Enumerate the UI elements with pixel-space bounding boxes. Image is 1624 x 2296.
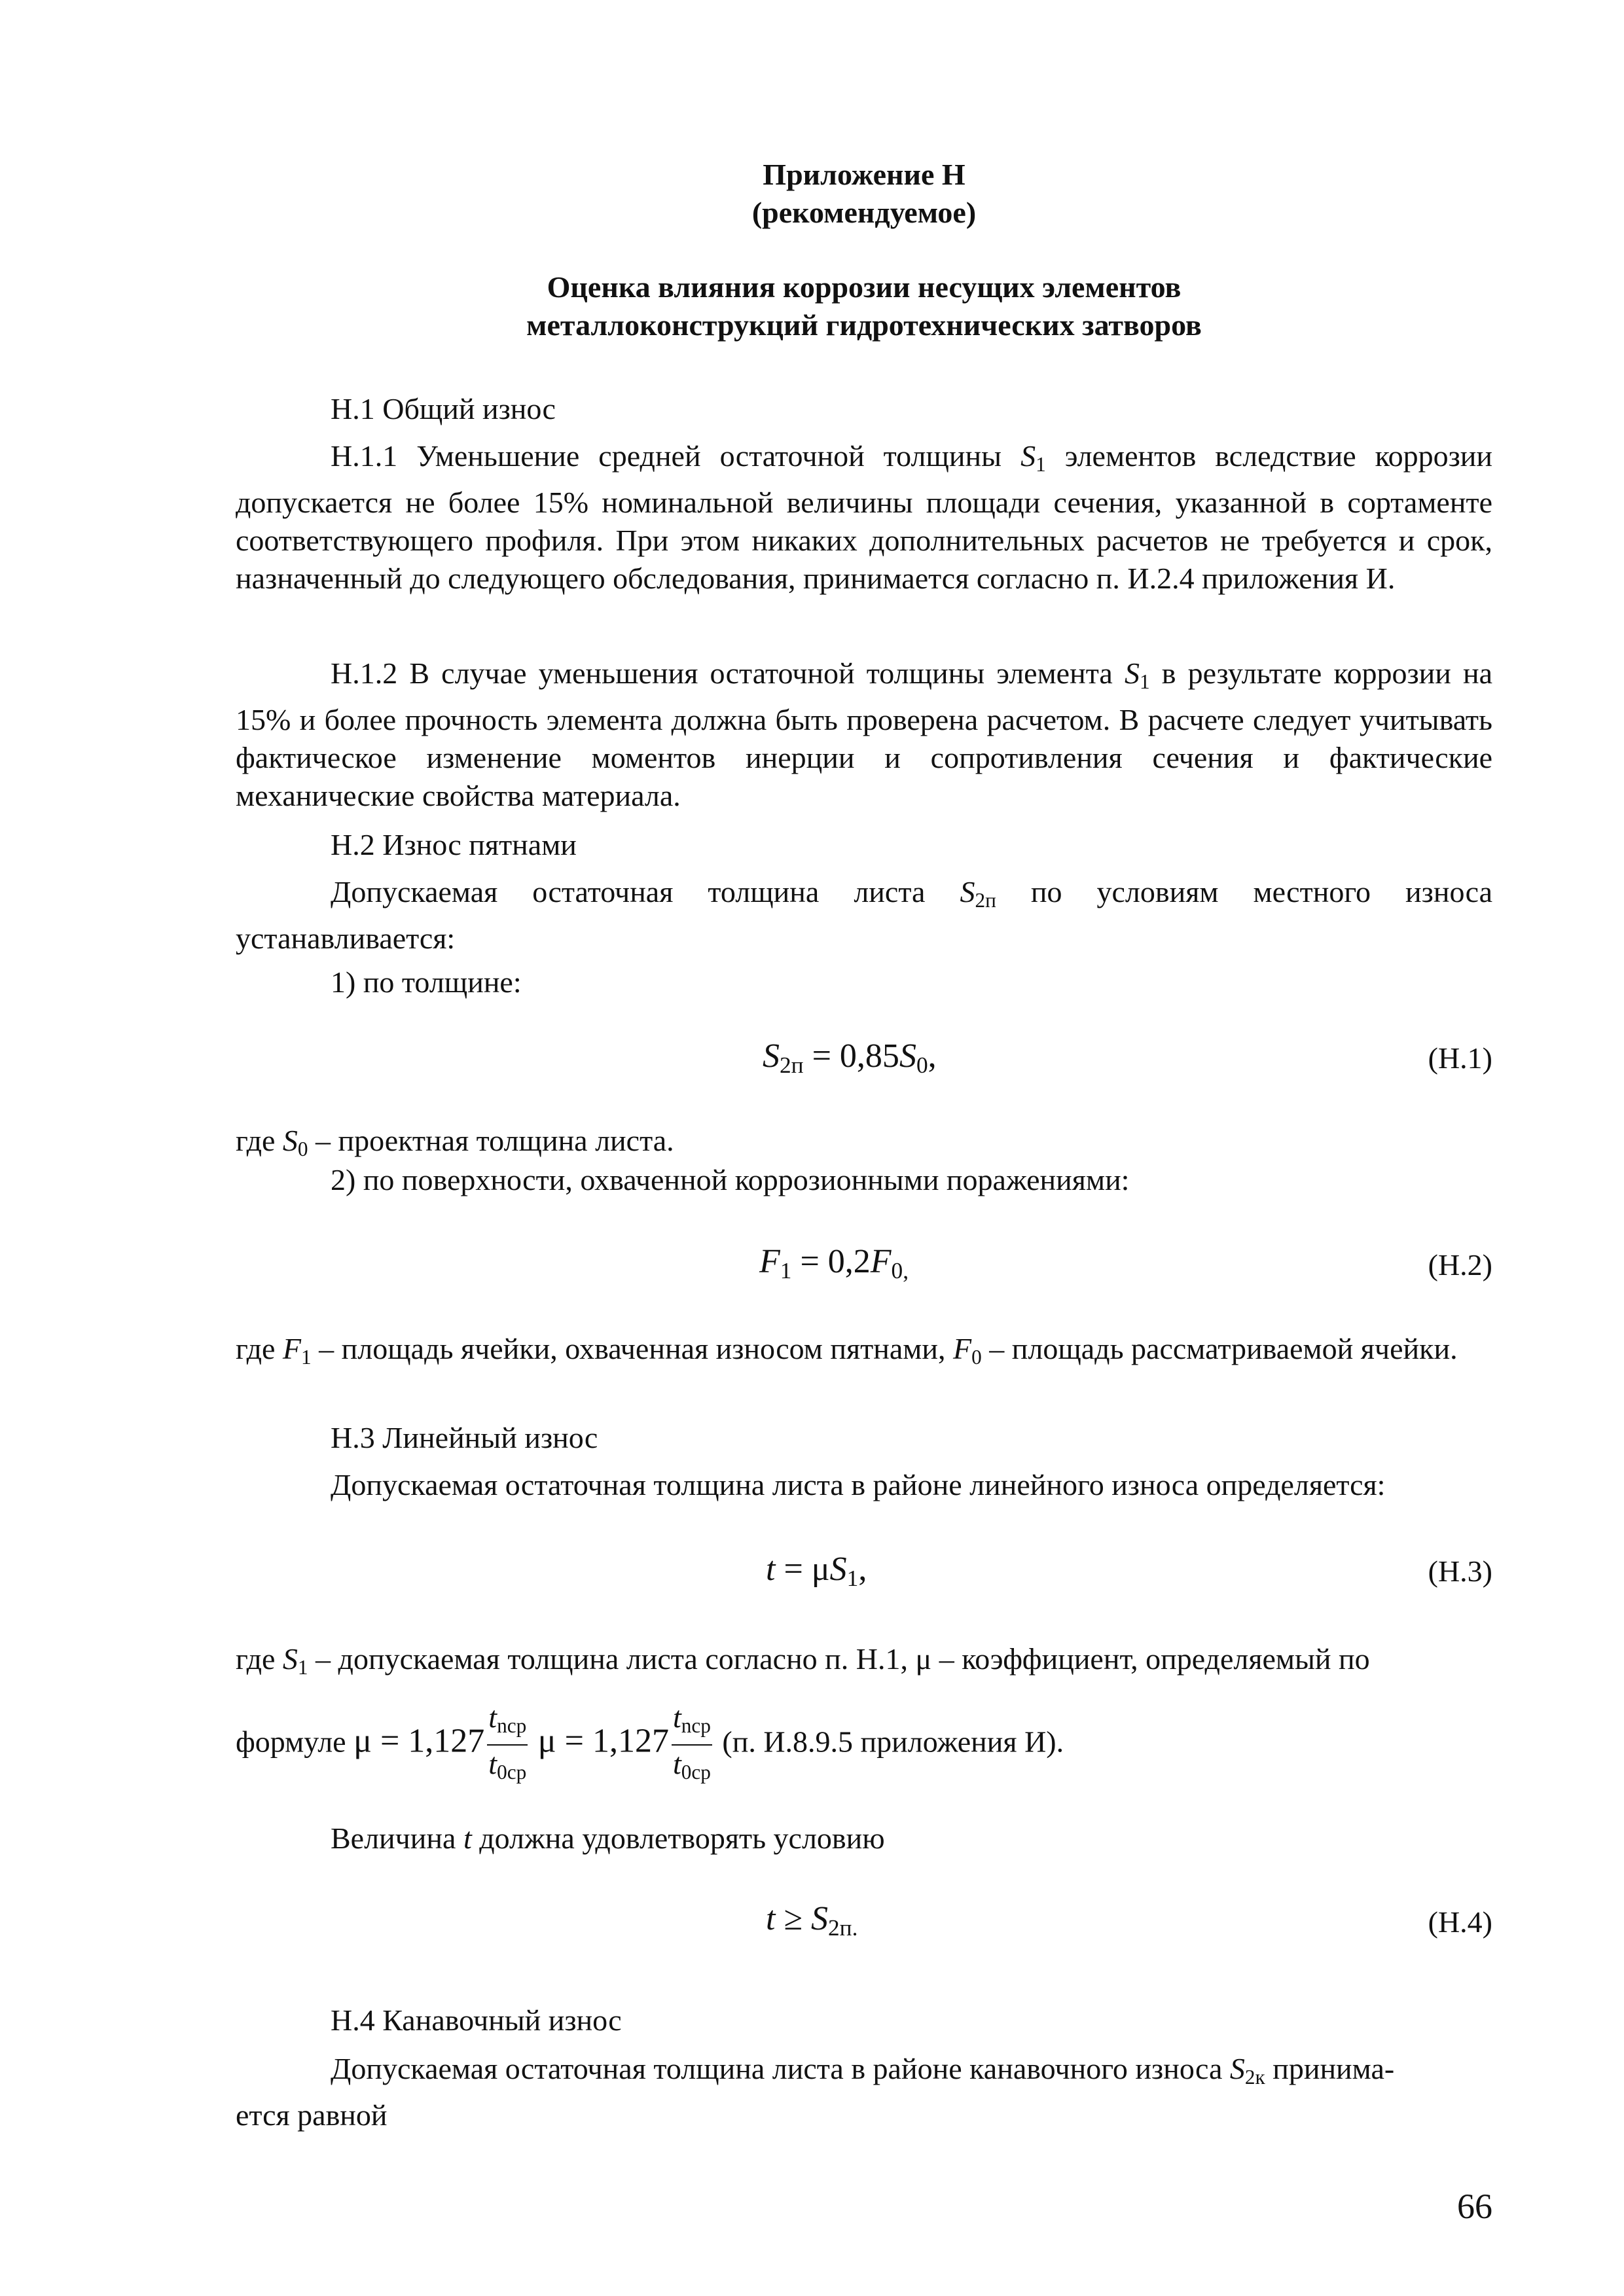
section-heading-h1: Н.1 Общий износ (331, 392, 556, 425)
paragraph-h4: Допускаемая остаточная толщина листа в районе канавочного износа $S_{2к}$ принима- ется равной (236, 2052, 1395, 2132)
appendix-status: (рекомендуемое) (751, 196, 977, 229)
formula-number-h2: (Н.2) (1428, 1248, 1492, 1282)
section-heading-h2: Н.2 Износ пятнами (331, 828, 577, 861)
page-title-line1: Оценка влияния коррозии несущих элементов (547, 270, 1182, 304)
appendix-title: Приложение Н (763, 158, 965, 191)
paragraph-h1-1: Н.1.1 Уменьшение средней остаточной толщины $S_1$ элементов вследствие коррозии допускается не более 15% номинальной величины площади сечения, указанной в сортаменте соответствующего профиля. При этом никаких дополнительных расчетов не требуется и срок, назначенный до следующего обследования, принимается согласно п. И.2.4 приложения И. (236, 439, 1493, 595)
where-h1: где $S_0$ – проектная толщина листа. (236, 1124, 674, 1160)
formula-h2: $F_1 = 0,2F_{0,}$ (759, 1243, 909, 1283)
where-h3: где $S_1$ – допускаемая толщина листа согласно п. Н.1, μ – коэффициент, определяемый по (236, 1642, 1370, 1679)
page-title-line2: металлоконструкций гидротехнических затворов (526, 308, 1202, 342)
paragraph-h3-intro: Допускаемая остаточная толщина листа в районе линейного износа определяется: (331, 1468, 1386, 1501)
formula-h3: $t = \mu S_1$, (766, 1551, 867, 1591)
paragraph-h1-2: Н.1.2 В случае уменьшения остаточной толщины элемента $S_1$ в результате коррозии на 15% и более прочность элемента должна быть проверена расчетом. В расчете следует учитывать фактическое изменение моментов инерции и сопротивления сечения и фактические механические свойства материала. (236, 656, 1493, 812)
formula-number-h4: (Н.4) (1428, 1905, 1492, 1939)
paragraph-h2-intro: Допускаемая остаточная толщина листа $S_{2п}$ по условиям местного износа устанавливается: (236, 875, 1493, 955)
fraction-mu-1: $\frac{t_{nср}}{t_{0ср}}$ (488, 1700, 527, 1784)
list-item-2: 2) по поверхности, охваченной коррозионными поражениями: (331, 1163, 1130, 1196)
section-heading-h3: Н.3 Линейный износ (331, 1421, 598, 1454)
list-item-1: 1) по толщине: (331, 965, 522, 999)
section-heading-h4: Н.4 Канавочный износ (331, 2003, 622, 2037)
formula-number-h3: (Н.3) (1428, 1554, 1492, 1588)
fraction-mu-2: $\frac{t_{nср}}{t_{0ср}}$ (672, 1700, 711, 1784)
formula-h4: $t \ge S_{2п.}$ (766, 1900, 858, 1941)
formula-h1: $S_{2п} = 0,85S_0$, (763, 1037, 937, 1078)
condition-text: Величина t должна удовлетворять условию (331, 1821, 885, 1855)
formula-number-h1: (Н.1) (1428, 1041, 1492, 1075)
page-number: 66 (1457, 2187, 1492, 2226)
where-h2: где $F_1$ – площадь ячейки, охваченная износом пятнами, $F_0$ – площадь рассматриваемой ячейки. (236, 1332, 1458, 1369)
mu-formula-line: формуле μ = 1,127 $\frac{t_{nср}}{t_{0ср}}$ μ = 1,127 $\frac{t_{nср}}{t_{0ср}}$ (п. И.8.9.5 приложения И). (236, 1699, 1064, 1791)
